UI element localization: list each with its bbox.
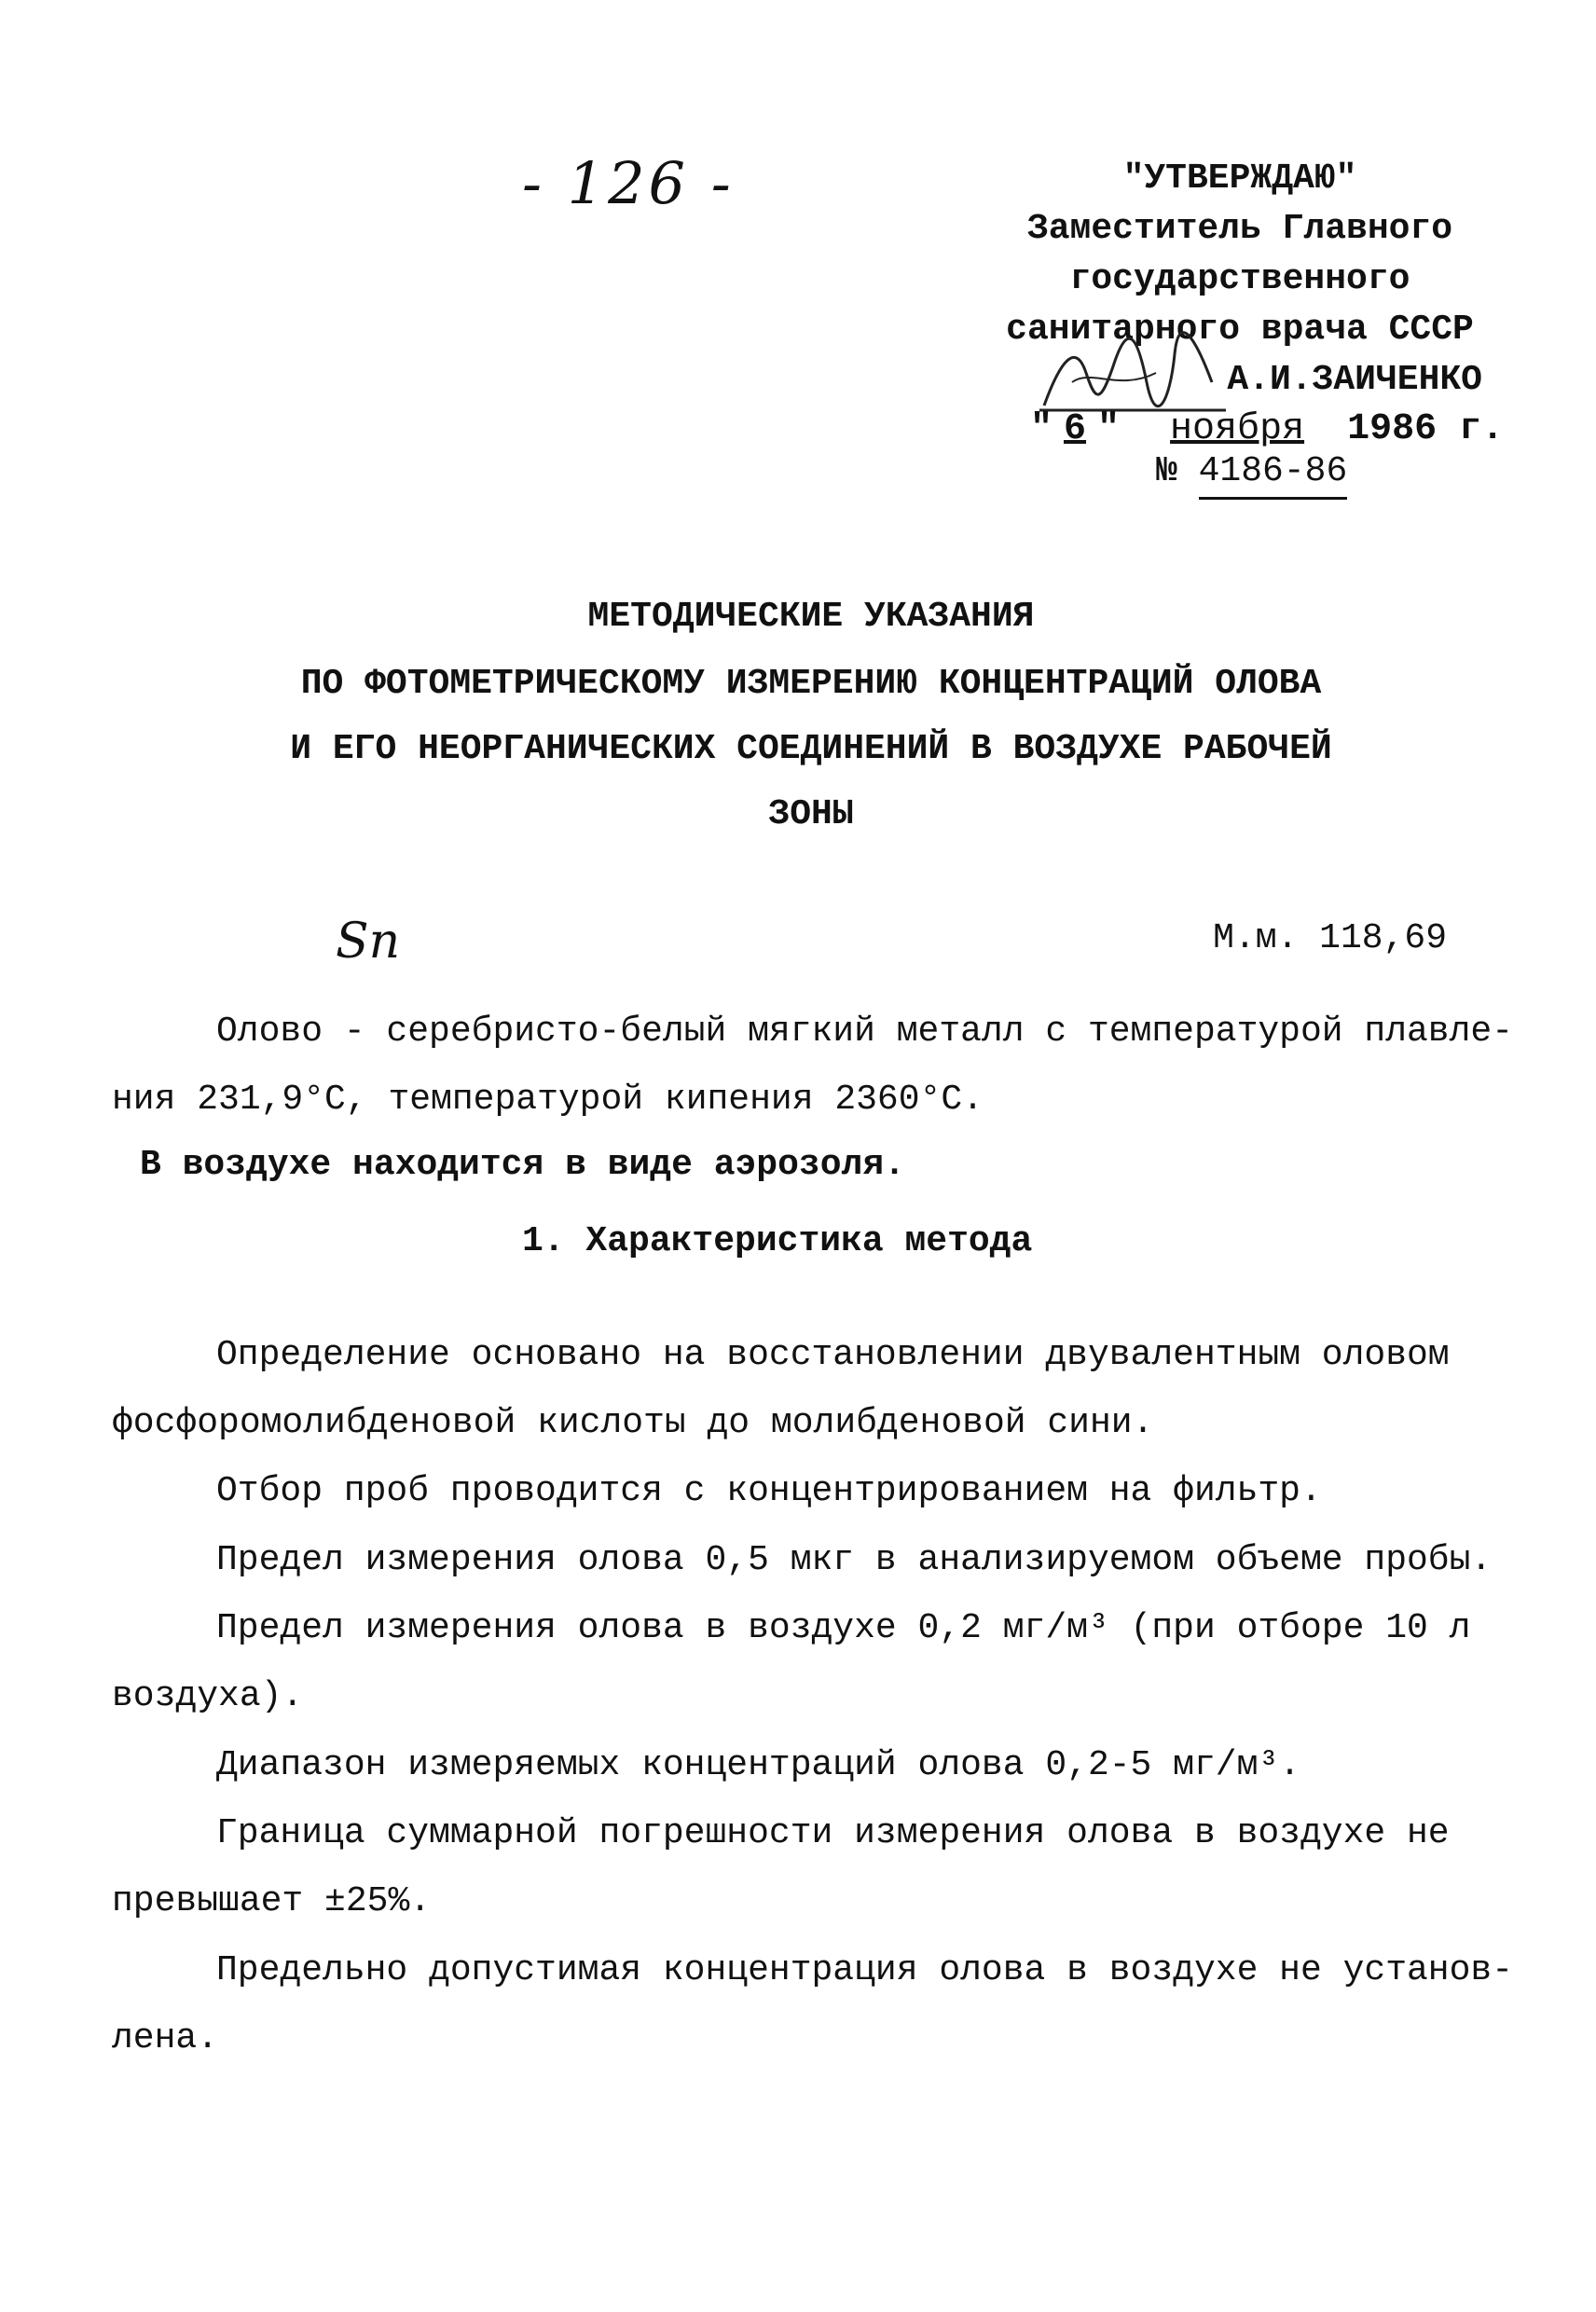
paragraph-line: превышает ±25%. (112, 1881, 432, 1921)
paragraph-line: Предельно допустимая концентрация олова в воздухе не установ- (216, 1950, 1514, 1990)
page-number: - 126 - (522, 149, 735, 217)
paragraph-line: воздуха). (112, 1676, 304, 1716)
document-number: 4186-86 (1199, 451, 1348, 500)
approval-line: санитарного врача СССР (1006, 310, 1474, 350)
number-prefix: № (1156, 451, 1177, 491)
molecular-mass: М.м. 118,69 (1213, 918, 1447, 958)
approval-line: "УТВЕРЖДАЮ" (1122, 158, 1357, 199)
date-year: 1986 г. (1347, 408, 1505, 450)
approval-line: Заместитель Главного (1026, 209, 1453, 249)
paragraph-line: Предел измерения олова в воздухе 0,2 мг/м³ (при отборе 10 л (216, 1608, 1471, 1648)
paragraph-line: Определение основано на восстановлении двувалентным оловом (216, 1335, 1450, 1375)
paragraph-line: Предел измерения олова 0,5 мкг в анализируемом объеме пробы. (216, 1540, 1493, 1580)
section-heading: 1. Характеристика метода (522, 1221, 1033, 1261)
paragraph-line: Отбор проб проводится с концентрированием на фильтр. (216, 1471, 1322, 1511)
approval-number (1156, 451, 1347, 491)
chemical-formula: Sn (336, 914, 401, 970)
document-title-line: И ЕГО НЕОРГАНИЧЕСКИХ СОЕДИНЕНИЙ В ВОЗДУХЕ РАБОЧЕЙ (290, 729, 1332, 769)
paragraph-line: Диапазон измеряемых концентраций олова 0,2-5 мг/м³. (216, 1745, 1300, 1785)
paragraph-line: Граница суммарной погрешности измерения олова в воздухе не (216, 1813, 1450, 1853)
date-day: 6 (1064, 408, 1087, 450)
paragraph-line: фосфоромолибденовой кислоты до молибденовой сини. (112, 1403, 1154, 1443)
intro-line: В воздухе находится в виде аэрозоля. (140, 1145, 905, 1185)
intro-line: Олово - серебристо-белый мягкий металл с температурой плавле- (216, 1012, 1514, 1052)
document-title-line: ПО ФОТОМЕТРИЧЕСКОМУ ИЗМЕРЕНИЮ КОНЦЕНТРАЦИЙ ОЛОВА (300, 664, 1322, 704)
document-title-line: МЕТОДИЧЕСКИЕ УКАЗАНИЯ (587, 597, 1035, 637)
approver-name: А.И.ЗАИЧЕНКО (1227, 360, 1482, 400)
paragraph-line: лена. (112, 2018, 219, 2058)
approval-date: " 6 " ноября 1986 г. (1030, 408, 1505, 450)
intro-line: ния 231,9°С, температурой кипения 2360°С. (112, 1080, 984, 1120)
date-month: ноября (1170, 408, 1305, 450)
approval-line: государственного (1069, 259, 1410, 299)
document-title-line: ЗОНЫ (768, 794, 854, 834)
